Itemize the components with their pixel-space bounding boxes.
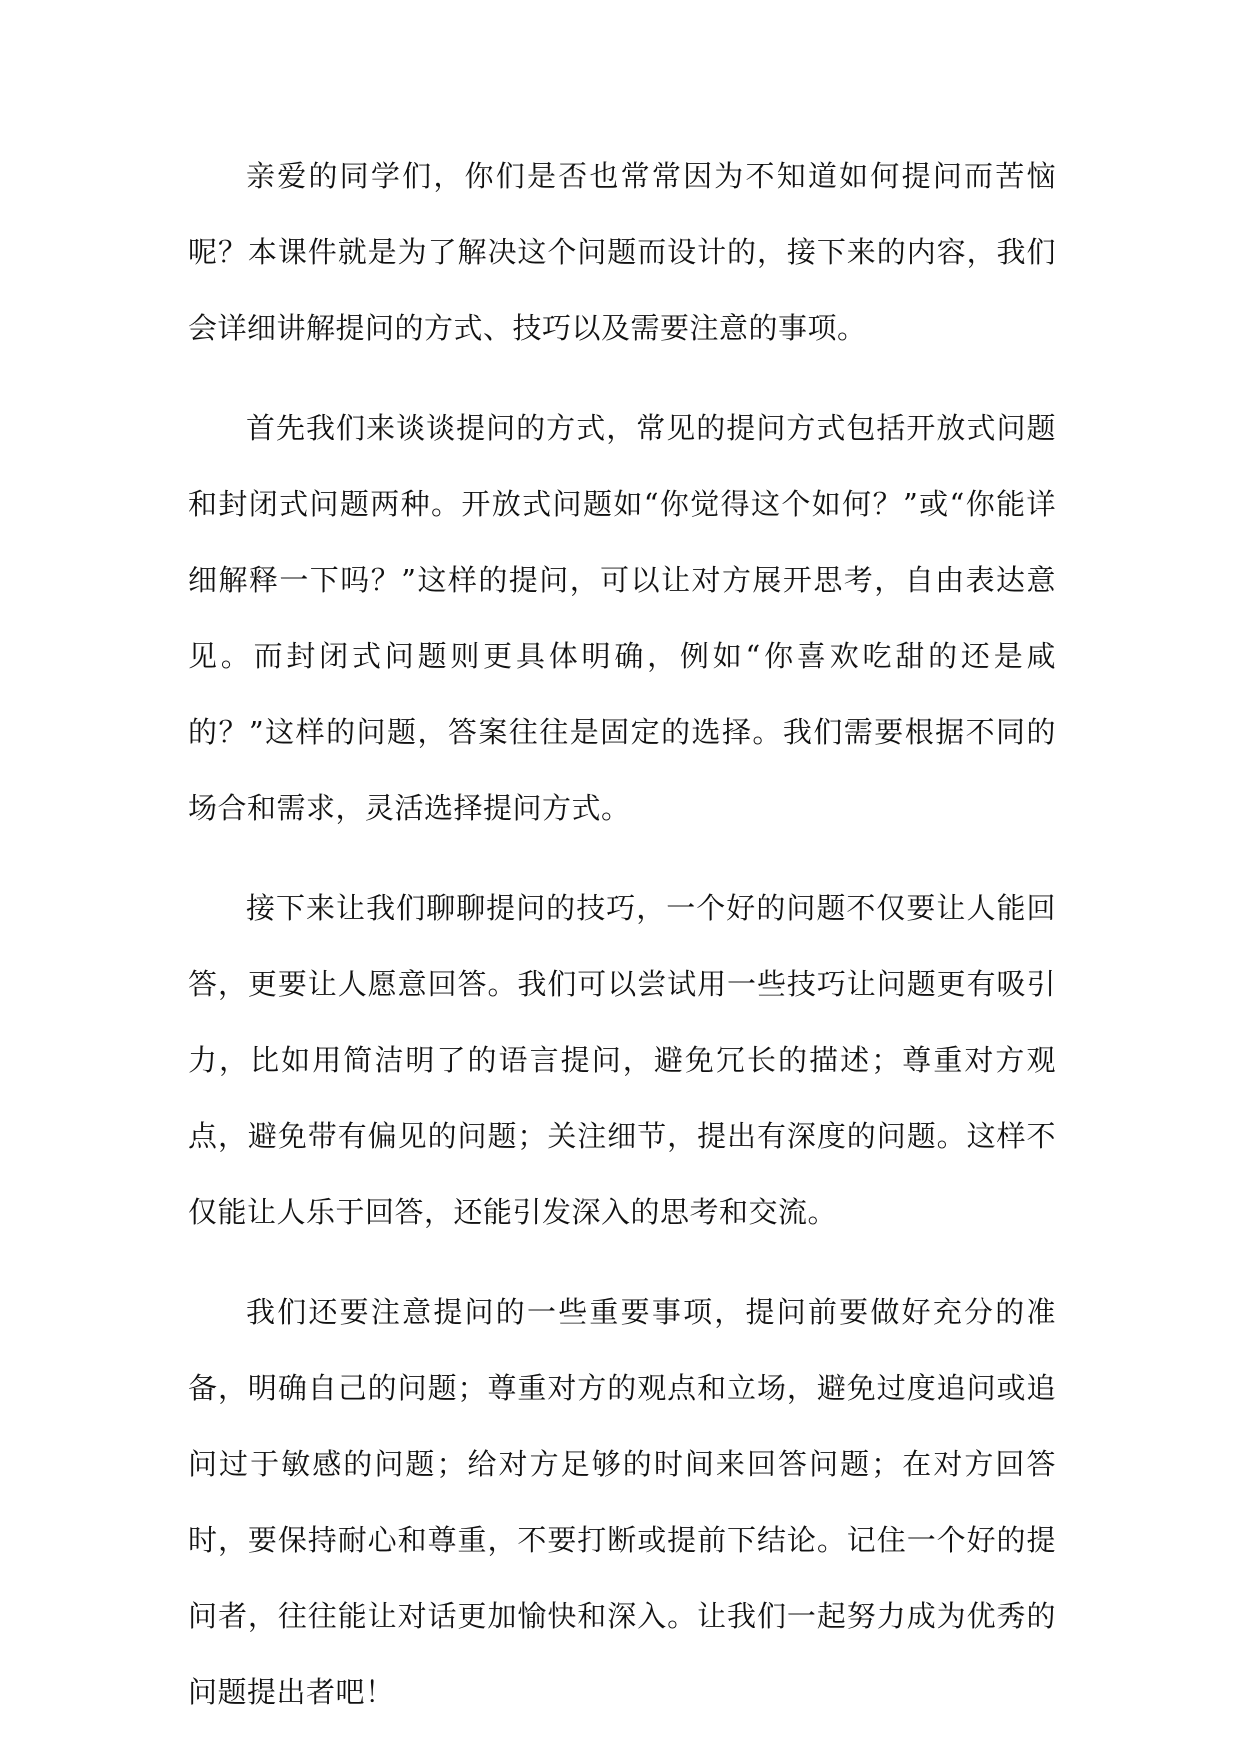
paragraph-question-types: 首先我们来谈谈提问的方式，常见的提问方式包括开放式问题和封闭式问题两种。开放式问题如“你觉得这个如何？”或“你能详细解释一下吗？”这样的提问，可以让对方展开思考，自由表达意见。而封闭式问题则更具体明确，例如“你喜欢吃甜的还是咸的？”这样的问题，答案往往是固定的选择。我们需要根据不同的场合和需求，灵活选择提问方式。 xyxy=(188,411,1056,825)
paragraph-question-techniques: 接下来让我们聊聊提问的技巧，一个好的问题不仅要让人能回答，更要让人愿意回答。我们可以尝试用一些技巧让问题更有吸引力，比如用简洁明了的语言提问，避免冗长的描述；尊重对方观点，避免带有偏见的问题；关注细节，提出有深度的问题。这样不仅能让人乐于回答，还能引发深入的思考和交流。 xyxy=(188,891,1056,1229)
paragraph-question-considerations: 我们还要注意提问的一些重要事项，提问前要做好充分的准备，明确自己的问题；尊重对方的观点和立场，避免过度追问或追问过于敏感的问题；给对方足够的时间来回答问题；在对方回答时，要保持耐心和尊重，不要打断或提前下结论。记住一个好的提问者，往往能让对话更加愉快和深入。让我们一起努力成为优秀的问题提出者吧！ xyxy=(188,1295,1056,1709)
document-body xyxy=(188,138,1056,1754)
paragraph-intro: 亲爱的同学们，你们是否也常常因为不知道如何提问而苦恼呢？本课件就是为了解决这个问题而设计的，接下来的内容，我们会详细讲解提问的方式、技巧以及需要注意的事项。 xyxy=(188,159,1056,345)
